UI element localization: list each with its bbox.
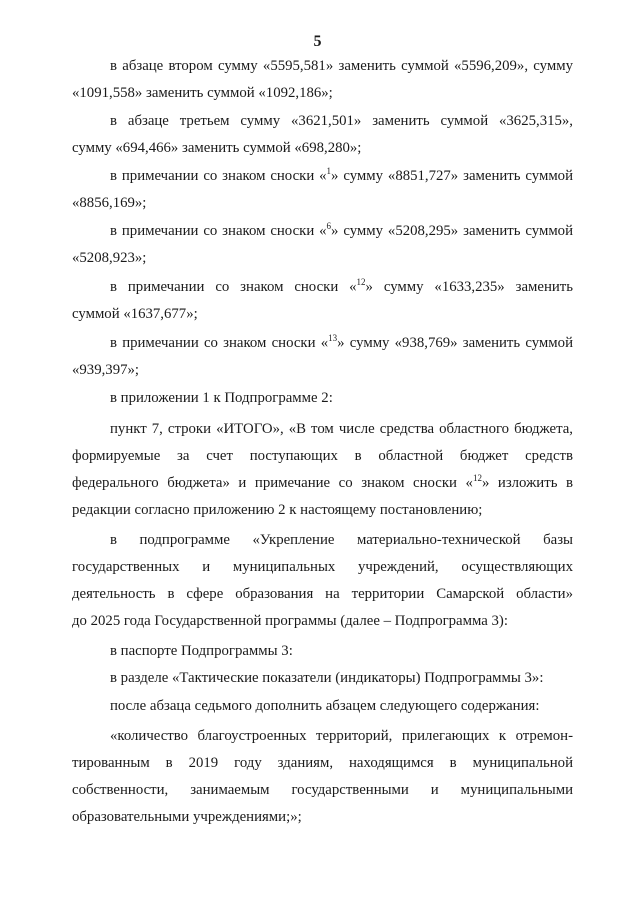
- paragraph-line: до 2025 года Государственной программы (далее – Подпрограмма 3):: [72, 613, 508, 629]
- paragraph-line: тированным в 2019 году зданиям, находящимся в муниципальной: [72, 755, 573, 771]
- paragraph-line: в примечании со знаком сноски «$^6$» сумму «5208,295» заменить суммой: [110, 221, 574, 239]
- footnote-mark: 6: [326, 221, 332, 231]
- paragraph-line: в разделе «Тактические показатели (индикаторы) Подпрограммы 3»:: [110, 670, 544, 686]
- paragraph-line: «8856,169»;: [72, 195, 147, 211]
- paragraph-line: «939,397»;: [72, 362, 139, 378]
- paragraph-snoska-12: [72, 274, 573, 328]
- paragraph-pasport: [72, 638, 573, 665]
- paragraph-line: собственности, занимаемым государственными и муниципальными: [72, 782, 573, 798]
- paragraph-line: деятельность в сфере образования на территории Самарской области»: [72, 586, 573, 602]
- paragraph-snoska-13: [72, 330, 573, 384]
- paragraph-line: в абзаце третьем сумму «3621,501» заменить суммой «3625,315»,: [110, 113, 573, 129]
- paragraph-line: после абзаца седьмого дополнить абзацем следующего содержания:: [110, 698, 540, 714]
- paragraph-line: в паспорте Подпрограммы 3:: [110, 643, 293, 659]
- paragraph-line: формируемые за счет поступающих в областной бюджет средств: [72, 448, 573, 464]
- paragraph-abzac-vtoroy: [72, 53, 573, 107]
- footnote-mark: 13: [328, 333, 338, 343]
- paragraph-razdel: [72, 665, 573, 692]
- paragraph-line: государственных и муниципальных учреждений, осуществляющих: [72, 559, 573, 575]
- paragraph-podprogramma-3: [72, 527, 573, 635]
- paragraph-line: в примечании со знаком сноски «$^1$» сумму «8851,727» заменить суммой: [110, 166, 574, 184]
- paragraph-line: федерального бюджета» и примечание со знаком сноски «$^{12}$» изложить в: [72, 473, 573, 491]
- paragraph-line: в абзаце втором сумму «5595,581» заменить суммой «5596,209», сумму: [110, 58, 573, 74]
- paragraph-prilozhenie-1: [72, 385, 573, 412]
- footnote-mark: 12: [356, 277, 366, 287]
- paragraph-line: пункт 7, строки «ИТОГО», «В том числе средства областного бюджета,: [110, 421, 573, 437]
- paragraph-line: сумму «694,466» заменить суммой «698,280»;: [72, 140, 362, 156]
- paragraph-kolichestvo: [72, 723, 573, 831]
- paragraph-line: редакции согласно приложению 2 к настоящему постановлению;: [72, 502, 483, 518]
- paragraph-snoska-1: [72, 163, 573, 217]
- paragraph-line: суммой «1637,677»;: [72, 306, 198, 322]
- paragraph-line: в приложении 1 к Подпрограмме 2:: [110, 390, 333, 406]
- paragraph-line: в примечании со знаком сноски «$^{13}$» сумму «938,769» заменить суммой: [110, 333, 573, 351]
- paragraph-punkt-7: [72, 416, 573, 524]
- paragraph-line: образовательными учреждениями;»;: [72, 809, 302, 825]
- paragraph-line: в подпрограмме «Укрепление материально-технической базы: [110, 532, 573, 548]
- paragraph-abzac-tretiy: [72, 108, 573, 162]
- footnote-mark: 12: [472, 473, 482, 483]
- paragraph-line: в примечании со знаком сноски «$^{12}$» сумму «1633,235» заменить: [110, 277, 573, 295]
- paragraph-line: «1091,558» заменить суммой «1092,186»;: [72, 85, 333, 101]
- paragraph-line: «количество благоустроенных территорий, прилегающих к отремон-: [110, 728, 573, 744]
- paragraph-snoska-6: [72, 218, 573, 272]
- page-number: 5: [313, 33, 322, 50]
- paragraph-line: «5208,923»;: [72, 250, 147, 266]
- footnote-mark: 1: [326, 166, 332, 176]
- paragraph-posle-abzaca: [72, 693, 573, 720]
